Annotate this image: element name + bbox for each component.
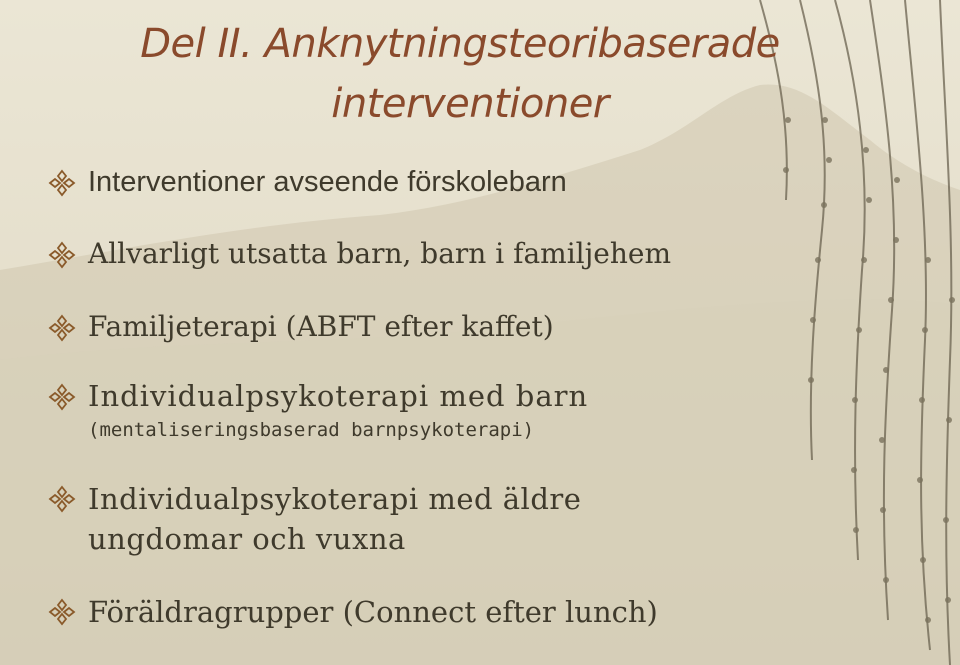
four-diamond-bullet-icon — [48, 598, 76, 626]
bullet-text: Individualpsykoterapi med äldre — [88, 482, 582, 516]
bullet-text: Föräldragrupper (Connect efter lunch) — [88, 595, 658, 629]
bullet-item — [48, 308, 554, 346]
bullet-text: Interventioner avseende förskolebarn — [88, 166, 567, 198]
four-diamond-bullet-icon — [48, 241, 76, 269]
bullet-text: Familjeterapi (ABFT efter kaffet) — [88, 310, 554, 343]
bullet-text: Allvarligt utsatta barn, barn i familjehem — [88, 237, 672, 270]
bullet-item — [48, 235, 671, 273]
bullet-text: Individualpsykoterapi med barn — [88, 379, 589, 413]
bullet-item — [48, 592, 658, 632]
bullet-item — [48, 377, 588, 445]
bullet-item — [48, 163, 567, 201]
slide-title-line-1: Del II. Anknytningsteoribaserade — [140, 21, 780, 67]
four-diamond-bullet-icon — [48, 383, 76, 411]
four-diamond-bullet-icon — [48, 485, 76, 513]
bullet-item — [48, 479, 581, 559]
slide-title-line-2: interventioner — [331, 81, 609, 127]
four-diamond-bullet-icon — [48, 314, 76, 342]
bullet-text-continued: ungdomar och vuxna — [88, 522, 406, 556]
bullet-subtext: (mentaliseringsbaserad barnpsykoterapi) — [88, 419, 535, 441]
four-diamond-bullet-icon — [48, 169, 76, 197]
